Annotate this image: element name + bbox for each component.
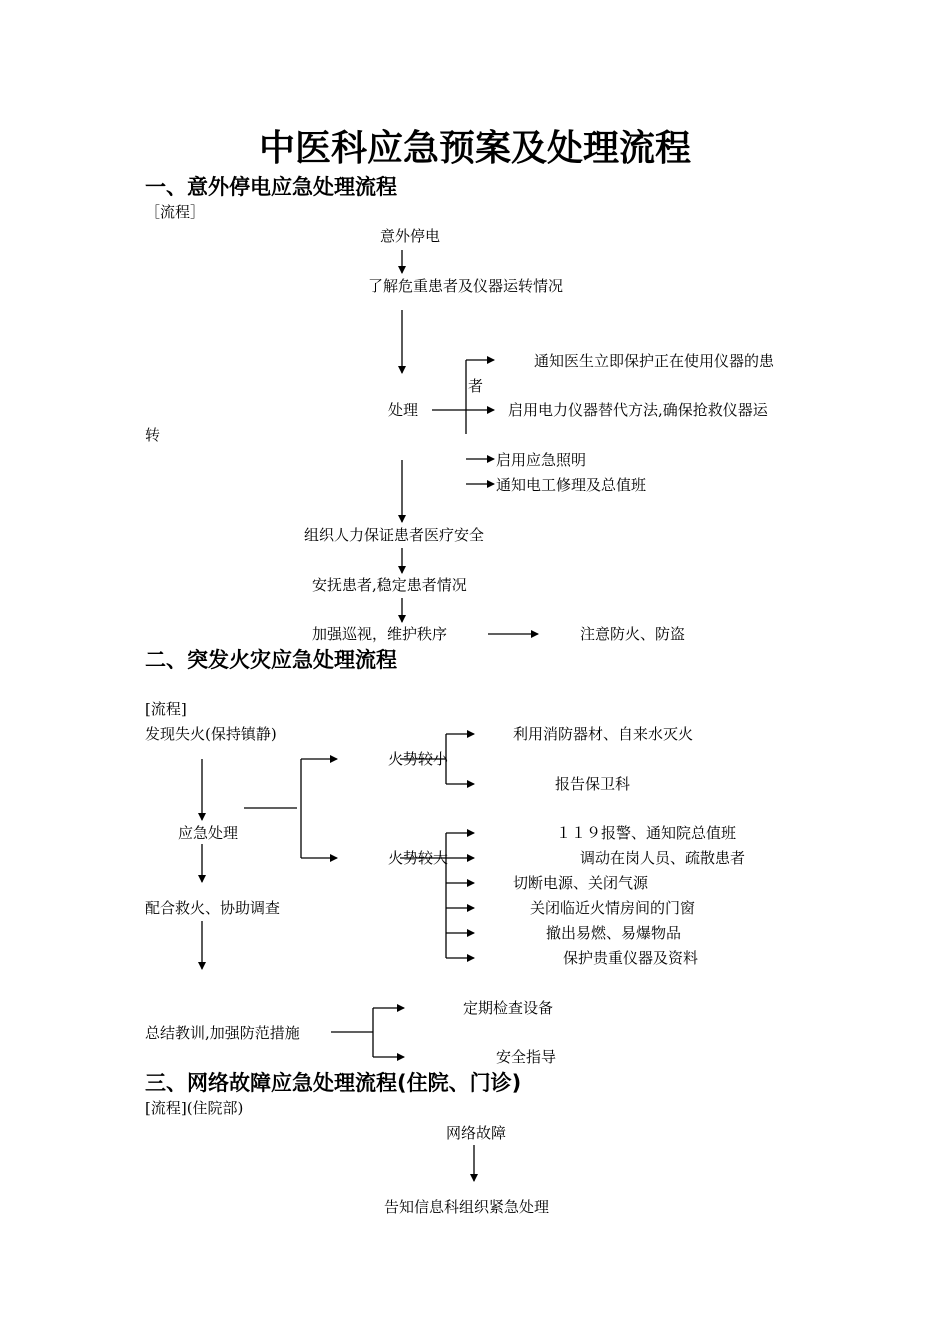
node-big-6: 保护贵重仪器及资料	[563, 949, 699, 967]
node-small-fire: 火势较小	[388, 750, 449, 768]
node-big-4: 关闭临近火情房间的门窗	[530, 899, 696, 917]
node-handle: 处理	[388, 401, 419, 419]
node-check-patients: 了解危重患者及仪器运转情况	[368, 277, 564, 295]
node-small-2: 报告保卫科	[555, 775, 631, 793]
page-title: 中医科应急预案及处理流程	[258, 128, 691, 169]
node-big-2: 调动在岗人员、疏散患者	[580, 849, 746, 867]
node-big-1: １１９报警、通知院总值班	[556, 824, 737, 842]
node-summary: 总结教训,加强防范措施	[145, 1024, 300, 1042]
node-notify-it: 告知信息科组织紧急处理	[384, 1198, 550, 1216]
node-big-fire: 火势较大	[388, 849, 449, 867]
node-sum-2: 安全指导	[496, 1048, 557, 1066]
section-2-heading: 二、突发火灾应急处理流程	[145, 648, 397, 672]
section-3-tag: [流程](住院部)	[145, 1099, 244, 1117]
branch-2-text-cont: 转	[145, 426, 161, 444]
node-network-fault: 网络故障	[446, 1124, 507, 1142]
branch-1-text-cont: 者	[468, 377, 484, 395]
section-1-heading: 一、意外停电应急处理流程	[145, 175, 397, 199]
branch-4-text: 通知电工修理及总值班	[496, 476, 647, 494]
node-emergency: 应急处理	[178, 824, 239, 842]
branch-1-text: 通知医生立即保护正在使用仪器的患	[534, 352, 775, 370]
branch-2-text: 启用电力仪器替代方法,确保抢救仪器运	[508, 401, 768, 419]
node-power-outage: 意外停电	[380, 227, 441, 245]
node-cooperate: 配合救火、协助调查	[145, 899, 281, 917]
node-big-3: 切断电源、关闭气源	[513, 874, 649, 892]
node-find-fire: 发现失火(保持镇静)	[145, 725, 277, 743]
node-big-5: 撤出易燃、易爆物品	[546, 924, 682, 942]
section-1-tag: ［流程］	[145, 203, 206, 221]
node-fire-theft: 注意防火、防盗	[580, 625, 686, 643]
node-calm-patients: 安抚患者,稳定患者情况	[312, 576, 467, 594]
node-patrol: 加强巡视，维护秩序	[312, 625, 448, 643]
node-organize: 组织人力保证患者医疗安全	[304, 526, 485, 544]
branch-3-text: 启用应急照明	[496, 451, 587, 469]
node-sum-1: 定期检查设备	[463, 999, 554, 1017]
node-small-1: 利用消防器材、自来水灭火	[513, 725, 694, 743]
section-2-tag: [流程]	[145, 700, 187, 718]
section-3-heading: 三、网络故障应急处理流程(住院、门诊)	[145, 1071, 522, 1095]
